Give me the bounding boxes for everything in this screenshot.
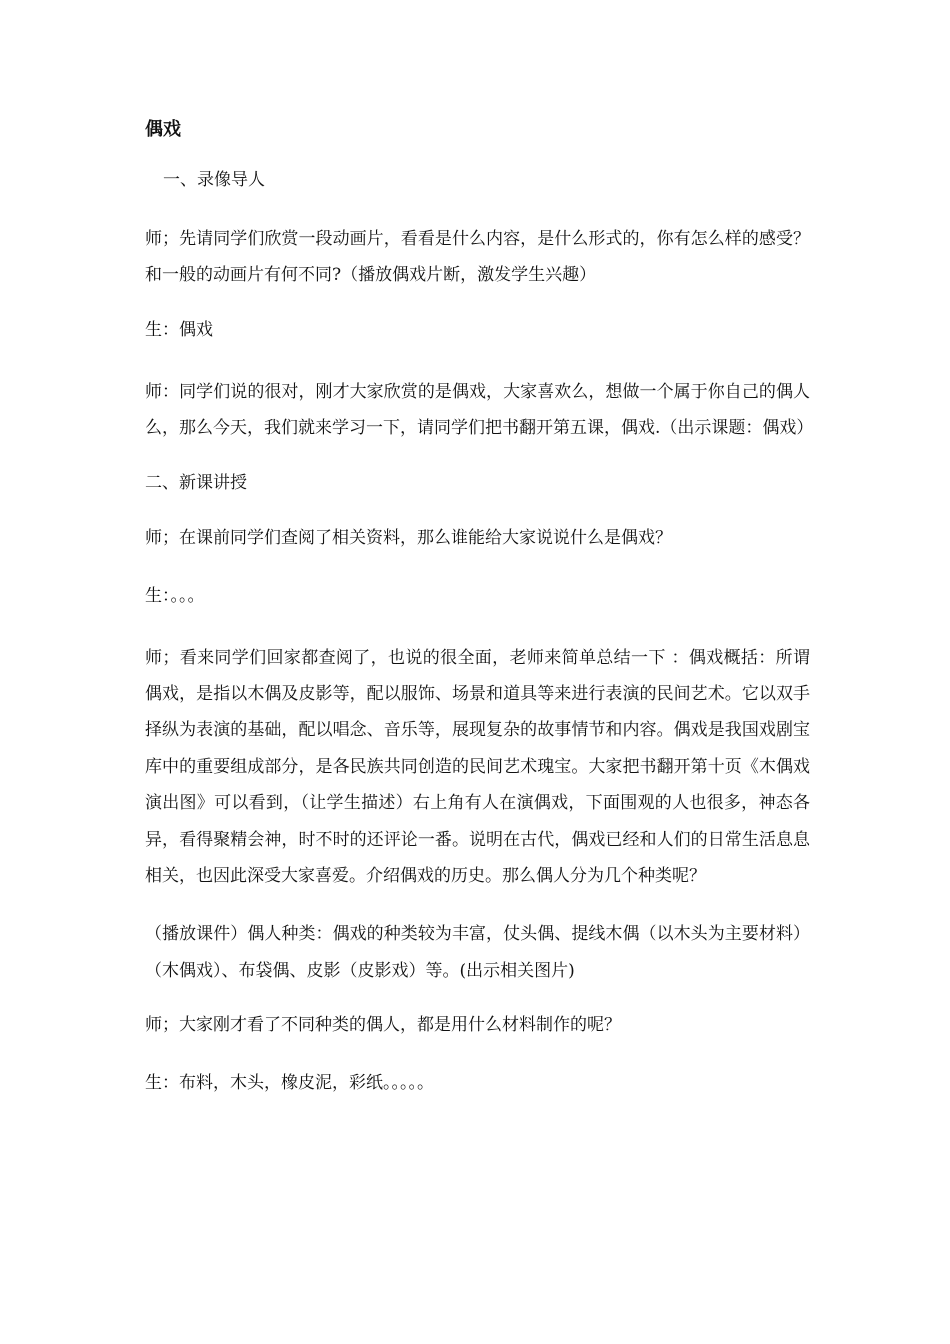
document-title: 偶戏: [145, 119, 181, 140]
teacher-paragraph: 师；在课前同学们查阅了相关资料，那么谁能给大家说说什么是偶戏？: [145, 527, 672, 548]
teacher-paragraph: 师；看来同学们回家都查阅了，也说的很全面，老师来简单总结一下 ：偶戏概括：所谓偶戏，是指以木偶及皮影等，配以服饰、场景和道具等来进行表演的民间艺术。它以双手择纵为表演的基础，配以唱念、音乐等，展现复杂的故事情节和内容。偶戏是我国戏剧宝库中的重要组成部分，是各民族共同创造的民间艺术瑰宝。大家把书翻开第十页《木偶戏演出图》可以看到，（让学生描述）右上角有人在演偶戏，下面围观的人也很多，神态各异，看得聚精会神，时不时的还评论一番。说明在古代，偶戏已经和人们的日常生活息息相关，也因此深受大家喜爱。介绍偶戏的历史。那么偶人分为几个种类呢？: [145, 647, 810, 887]
section-heading-intro: 一、录像导人: [163, 170, 265, 190]
document-page: [145, 116, 814, 1127]
student-paragraph: 生：。。。: [145, 585, 205, 606]
teacher-paragraph: 师；先请同学们欣赏一段动画片，看看是什么内容，是什么形式的，你有怎么样的感受？和一般的动画片有何不同?（播放偶戏片断，激发学生兴趣）: [145, 229, 810, 286]
section-heading-new-lesson: 二、新课讲授: [145, 472, 247, 493]
teacher-paragraph: 师：同学们说的很对，刚才大家欣赏的是偶戏，大家喜欢么，想做一个属于你自己的偶人么，那么今天，我们就来学习一下，请同学们把书翻开第五课，偶戏.（出示课题：偶戏）: [145, 381, 814, 439]
teacher-paragraph: 师；大家刚才看了不同种类的偶人，都是用什么材料制作的呢？: [145, 1015, 621, 1036]
student-paragraph: 生：布料，木头，橡皮泥，彩纸。。。。。: [145, 1073, 434, 1094]
courseware-paragraph: （播放课件）偶人种类：偶戏的种类较为丰富，仗头偶、提线木偶（以木头为主要材料）（木偶戏）、布袋偶、皮影（皮影戏）等。(出示相关图片): [145, 924, 810, 981]
student-paragraph: 生：偶戏: [145, 319, 213, 340]
